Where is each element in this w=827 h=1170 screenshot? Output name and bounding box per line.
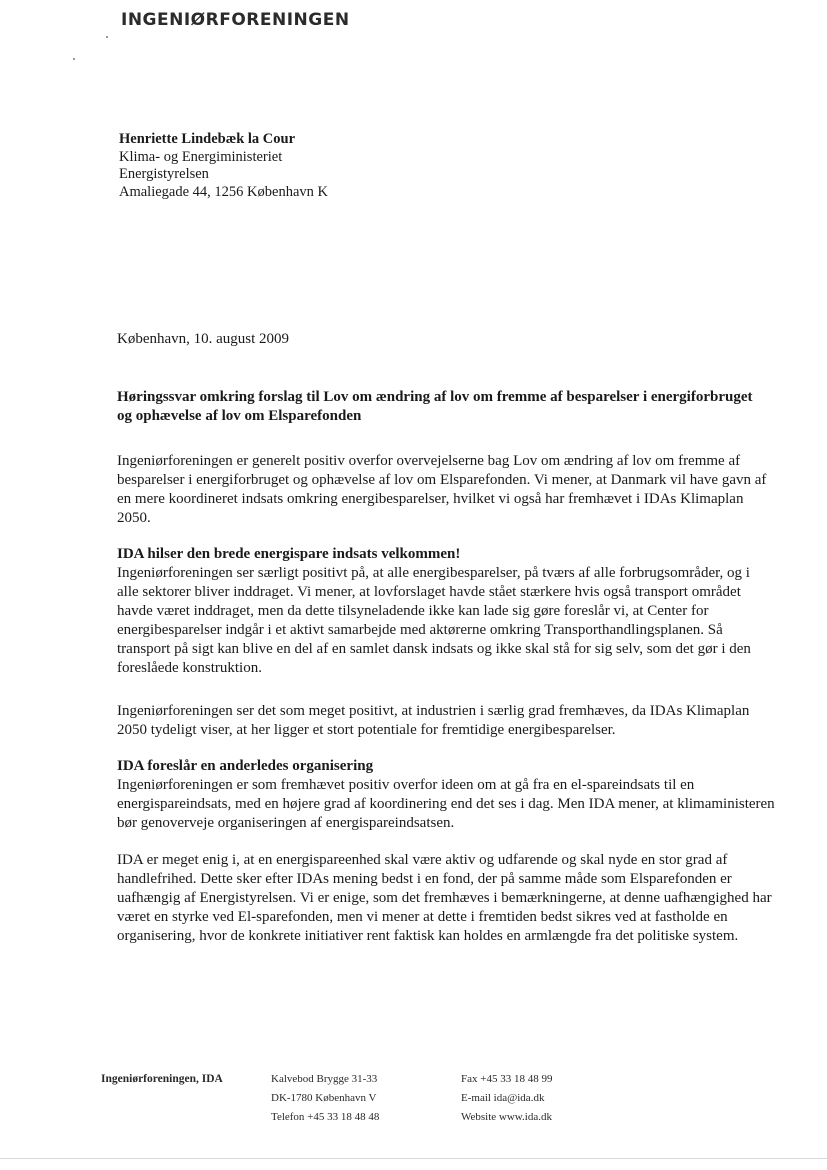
footer-email: E-mail ida@ida.dk: [461, 1092, 545, 1104]
recipient-address: [119, 131, 328, 201]
body-paragraph: [117, 452, 775, 528]
recipient-line: Energistyrelsen: [119, 166, 209, 182]
footer-address-line: DK-1780 København V: [271, 1092, 377, 1104]
section-1: [117, 545, 775, 678]
scan-speck: [106, 36, 108, 38]
section-text: Ingeniørforeningen ser særligt positivt på, at alle energibesparelser, på tværs af alle forbrugsområder, og i alle sektorer bliver inddraget. Vi mener, at lovforslaget havde stået stærkere hvis også transport området havde været inddraget, men da dette tilsyneladende ikke kan lade sig gøre foreslår vi, at Center for energibesparelser indgår i et aktivt samarbejde med aktørerne omkring Transporthandlingsplanen. Så transport på sigt kan blive en del af en samlet dansk indsats og ikke skal stå for sig selv, som det gør i den foreslåede konstruktion.: [117, 565, 751, 676]
footer-org: Ingeniørforeningen, IDA: [101, 1073, 223, 1085]
section-text: Ingeniørforeningen er som fremhævet positiv overfor ideen om at gå fra en el-spareindsats til en energispareindsats, med en højere grad af koordinering end det ses i dag. Men IDA mener, at klimaministeren bør genoverveje organiseringen af energispareindsatsen.: [117, 777, 775, 831]
recipient-name: Henriette Lindebæk la Cour: [119, 131, 296, 147]
recipient-line: Amaliegade 44, 1256 København K: [119, 183, 328, 200]
footer-address-line: Kalvebod Brygge 31-33: [271, 1073, 378, 1085]
org-logo: INGENIØRFORENINGEN: [121, 10, 350, 30]
footer-website: Website www.ida.dk: [461, 1111, 552, 1123]
section-text: Ingeniørforeningen ser det som meget positivt, at industrien i særlig grad fremhæves, da IDAs Klimaplan 2050 tydeligt viser, at her ligger et stort potentiale for fremtidige energibesparelser.: [117, 703, 750, 738]
footer-fax: Fax +45 33 18 48 99: [461, 1073, 553, 1085]
footer-phone: Telefon +45 33 18 48 48: [271, 1111, 380, 1123]
section-heading: IDA foreslår en anderledes organisering: [117, 758, 374, 774]
scan-speck: [73, 58, 75, 60]
section-2: [117, 757, 775, 833]
section-heading: IDA hilser den brede energispare indsats velkommen!: [117, 546, 461, 562]
footer-address: [271, 1070, 379, 1127]
subject-heading: Høringssvar omkring forslag til Lov om ændring af lov om fremme af besparelser i energiforbruget og ophævelse af lov om Elsparefonden: [117, 389, 753, 424]
recipient-line: Klima- og Energiministeriet: [119, 148, 283, 165]
section-text: IDA er meget enig i, at en energispareenhed skal være aktiv og udfarende og skal nyde en stor grad af handlefrihed. Dette sker efter IDAs mening bedst i en fond, der på samme måde som Elsparefonden er uafhængig af Energistyrelsen. Vi er enige, som det fremhæves i bemærkningerne, at denne uafhængighed har været en styrke ved El-sparefonden, men vi mener at dette i fremtiden bedst sikres ved at fastholde en organisering, hvor de konkrete initiativer rent faktisk kan holdes en armlængde fra det politiske system.: [117, 852, 772, 944]
intro-text: Ingeniørforeningen er generelt positiv overfor overvejelserne bag Lov om ændring af lov om fremme af besparelser i energiforbruget og ophævelse af lov om Elsparefonden. Vi mener, at Danmark vil have gavn af en mere koordineret indsats omkring energibesparelser, hvilket vi også har fremhævet i IDAs Klimaplan 2050.: [117, 453, 767, 526]
body-paragraph: [117, 702, 775, 740]
body-paragraph: [117, 851, 775, 946]
page-edge-line: [0, 1158, 827, 1159]
footer-contact: [461, 1070, 552, 1127]
date-line: København, 10. august 2009: [117, 331, 290, 347]
